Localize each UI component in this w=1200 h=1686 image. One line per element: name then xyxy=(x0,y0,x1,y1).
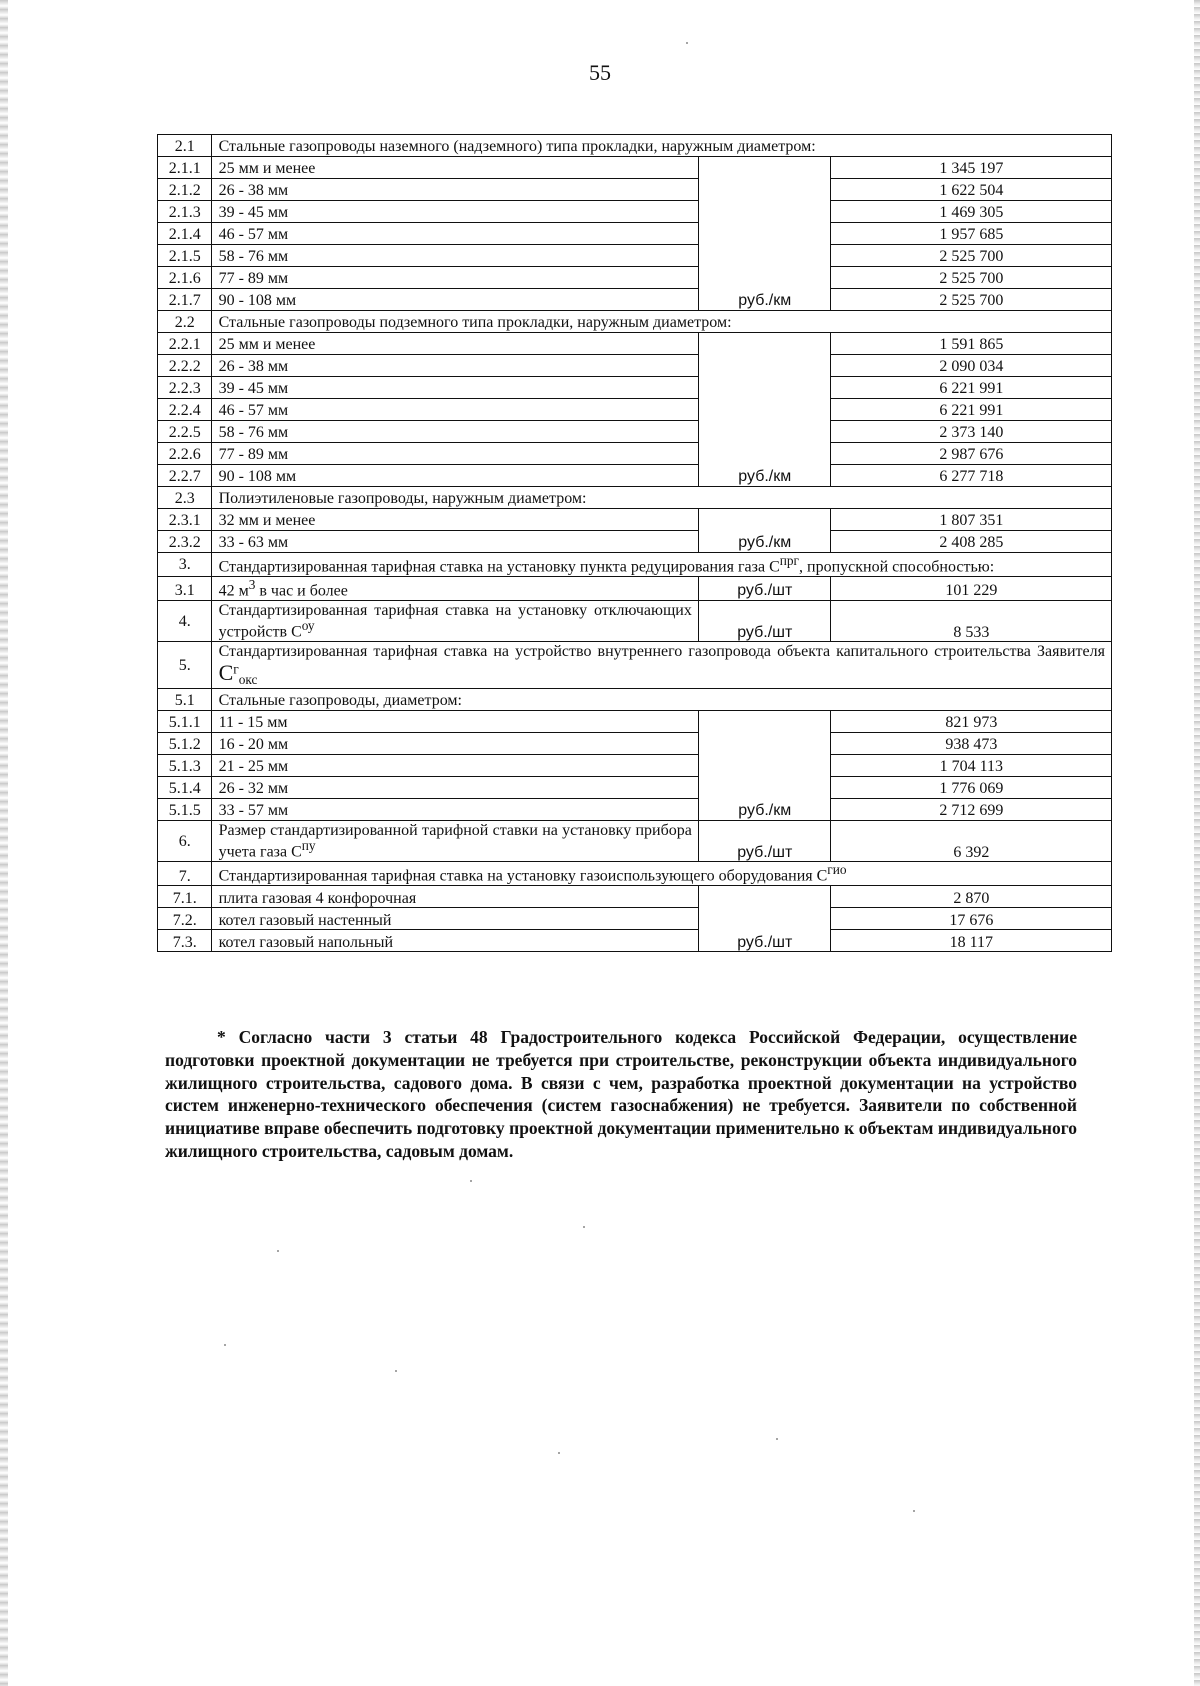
row-number: 3. xyxy=(158,553,212,577)
row-description: 77 - 89 мм xyxy=(211,267,698,289)
unit-cell: руб./шт xyxy=(698,820,830,862)
table-row xyxy=(158,201,1112,223)
row-description: 16 - 20 мм xyxy=(211,732,698,754)
row-number: 2.1.6 xyxy=(158,267,212,289)
row-description: 46 - 57 мм xyxy=(211,399,698,421)
row-number: 2.1.3 xyxy=(158,201,212,223)
table-row xyxy=(158,333,1112,355)
table-row xyxy=(158,179,1112,201)
row-value: 18 117 xyxy=(830,930,1111,952)
table-row xyxy=(158,487,1112,509)
row-description: 26 - 38 мм xyxy=(211,179,698,201)
row-description: 11 - 15 мм xyxy=(211,710,698,732)
row-value: 6 221 991 xyxy=(830,377,1111,399)
row-description: 26 - 32 мм xyxy=(211,776,698,798)
scan-speck xyxy=(913,1510,915,1512)
row-number: 7.2. xyxy=(158,908,212,930)
scan-speck xyxy=(277,1250,279,1252)
row-number: 2.2.7 xyxy=(158,465,212,487)
tariff-superscript: пу xyxy=(301,838,316,854)
row-description: 39 - 45 мм xyxy=(211,377,698,399)
row-description: 25 мм и менее xyxy=(211,333,698,355)
row-value: 2 712 699 xyxy=(830,798,1111,820)
row-number: 5. xyxy=(158,642,212,688)
row-number: 5.1.1 xyxy=(158,710,212,732)
table-row xyxy=(158,642,1112,688)
section-heading xyxy=(211,642,1111,688)
row-number: 6. xyxy=(158,820,212,862)
row-description: котел газовый настенный xyxy=(211,908,698,930)
row-value: 1 704 113 xyxy=(830,754,1111,776)
table-row xyxy=(158,443,1112,465)
row-number: 2.1.4 xyxy=(158,223,212,245)
row-value: 1 622 504 xyxy=(830,179,1111,201)
description-tail: в час и более xyxy=(255,582,348,600)
scan-speck xyxy=(470,1180,472,1182)
row-value: 17 676 xyxy=(830,908,1111,930)
row-description: 58 - 76 мм xyxy=(211,421,698,443)
row-number: 2.1.1 xyxy=(158,157,212,179)
heading-text: Стандартизированная тарифная ставка на устройство внутреннего газопровода объекта капитального строительства Заявителя xyxy=(218,643,1105,661)
row-number: 5.1.2 xyxy=(158,732,212,754)
unit-cell: руб./км xyxy=(698,509,830,553)
description-text: Стандартизированная тарифная ставка на установку отключающих устройств С xyxy=(218,601,692,641)
tariff-table xyxy=(157,134,1112,952)
table-row xyxy=(158,465,1112,487)
row-description: котел газовый напольный xyxy=(211,930,698,952)
scan-speck xyxy=(776,1438,778,1440)
row-description: 77 - 89 мм xyxy=(211,443,698,465)
row-number: 5.1.5 xyxy=(158,798,212,820)
row-value: 6 392 xyxy=(830,820,1111,862)
table-row xyxy=(158,908,1112,930)
row-number: 2.1.5 xyxy=(158,245,212,267)
row-description: плита газовая 4 конфорочная xyxy=(211,886,698,908)
scan-speck xyxy=(583,1226,585,1228)
row-description: 21 - 25 мм xyxy=(211,754,698,776)
tariff-superscript: г xyxy=(233,661,239,677)
unit-cell: руб./км xyxy=(698,710,830,820)
row-value: 8 533 xyxy=(830,600,1111,642)
row-number: 3.1 xyxy=(158,576,212,600)
table-row xyxy=(158,754,1112,776)
row-value: 2 525 700 xyxy=(830,245,1111,267)
description-text: Размер стандартизированной тарифной ставки на установку прибора учета газа С xyxy=(218,821,692,861)
heading-text: Стандартизированная тарифная ставка на установку пункта редуцирования газа С xyxy=(218,558,780,576)
row-number: 2.3 xyxy=(158,487,212,509)
table-row xyxy=(158,576,1112,600)
tariff-subscript: окс xyxy=(238,672,258,688)
row-value: 2 525 700 xyxy=(830,267,1111,289)
tariff-symbol: C xyxy=(218,659,234,685)
row-value: 1 591 865 xyxy=(830,333,1111,355)
table-row xyxy=(158,245,1112,267)
row-number: 2.3.2 xyxy=(158,531,212,553)
section-heading xyxy=(211,862,1111,886)
table-row xyxy=(158,930,1112,952)
row-number: 7.3. xyxy=(158,930,212,952)
row-number: 2.2.4 xyxy=(158,399,212,421)
table-row xyxy=(158,820,1112,862)
row-value: 821 973 xyxy=(830,710,1111,732)
unit-cell: руб./км xyxy=(698,157,830,311)
scan-edge-left xyxy=(0,0,8,1686)
row-value: 1 957 685 xyxy=(830,223,1111,245)
row-description xyxy=(211,600,698,642)
tariff-superscript: прг xyxy=(779,553,799,568)
row-description: 33 - 57 мм xyxy=(211,798,698,820)
row-number: 2.2 xyxy=(158,311,212,333)
row-description: 25 мм и менее xyxy=(211,157,698,179)
row-number: 2.3.1 xyxy=(158,509,212,531)
row-description: 26 - 38 мм xyxy=(211,355,698,377)
row-number: 2.1.2 xyxy=(158,179,212,201)
scan-speck xyxy=(558,1452,560,1454)
row-description xyxy=(211,576,698,600)
section-heading: Полиэтиленовые газопроводы, наружным диаметром: xyxy=(211,487,1111,509)
table-row xyxy=(158,267,1112,289)
row-number: 5.1 xyxy=(158,688,212,710)
row-number: 5.1.3 xyxy=(158,754,212,776)
table-row xyxy=(158,355,1112,377)
table-row xyxy=(158,600,1112,642)
table-row xyxy=(158,399,1112,421)
row-description xyxy=(211,820,698,862)
row-number: 2.2.2 xyxy=(158,355,212,377)
section-heading: Стальные газопроводы, диаметром: xyxy=(211,688,1111,710)
table-row xyxy=(158,157,1112,179)
row-value: 2 373 140 xyxy=(830,421,1111,443)
scan-speck xyxy=(224,1344,226,1346)
row-description: 32 мм и менее xyxy=(211,509,698,531)
row-description: 90 - 108 мм xyxy=(211,465,698,487)
tariff-superscript: оу xyxy=(301,618,315,634)
row-value: 1 776 069 xyxy=(830,776,1111,798)
table-row xyxy=(158,135,1112,157)
table-row xyxy=(158,509,1112,531)
unit-cell: руб./шт xyxy=(698,576,830,600)
section-heading xyxy=(211,553,1111,577)
table-row xyxy=(158,776,1112,798)
table-row xyxy=(158,531,1112,553)
section-heading: Стальные газопроводы наземного (надземного) типа прокладки, наружным диаметром: xyxy=(211,135,1111,157)
unit-cell: руб./шт xyxy=(698,600,830,642)
heading-text: Стандартизированная тарифная ставка на установку газоиспользующего оборудования С xyxy=(218,867,828,885)
row-number: 7.1. xyxy=(158,886,212,908)
footnote: * Согласно части 3 статьи 48 Градостроительного кодекса Российской Федерации, осуществление подготовки проектной документации не требуется при строительстве, реконструкции объекта индивидуального жилищного строительства, садового дома. В связи с чем, разработка проектной документации на устройство систем инженерно-технического обеспечения (систем газоснабжения) не требуется. Заявители по собственной инициативе вправе обеспечить подготовку проектной документации применительно к объектам индивидуального жилищного строительства, садовым домам. xyxy=(165,1027,1077,1161)
table-row xyxy=(158,732,1112,754)
row-value: 6 221 991 xyxy=(830,399,1111,421)
row-value: 2 090 034 xyxy=(830,355,1111,377)
row-description: 58 - 76 мм xyxy=(211,245,698,267)
description-text: 42 м xyxy=(218,582,249,600)
row-number: 2.1 xyxy=(158,135,212,157)
row-number: 4. xyxy=(158,600,212,642)
row-value: 2 987 676 xyxy=(830,443,1111,465)
row-value: 1 345 197 xyxy=(830,157,1111,179)
row-number: 2.2.1 xyxy=(158,333,212,355)
table-row xyxy=(158,710,1112,732)
scan-edge-right xyxy=(1194,0,1200,1686)
row-description: 90 - 108 мм xyxy=(211,289,698,311)
unit-cell: руб./км xyxy=(698,333,830,487)
scan-speck xyxy=(395,1370,397,1372)
row-number: 2.2.5 xyxy=(158,421,212,443)
row-description: 33 - 63 мм xyxy=(211,531,698,553)
row-value: 1 807 351 xyxy=(830,509,1111,531)
row-description: 39 - 45 мм xyxy=(211,201,698,223)
table-row xyxy=(158,377,1112,399)
scan-speck xyxy=(686,42,688,44)
heading-tail: , пропускной способностью: xyxy=(799,558,995,576)
table-row xyxy=(158,688,1112,710)
table-row xyxy=(158,886,1112,908)
table-row xyxy=(158,862,1112,886)
unit-cell: руб./шт xyxy=(698,886,830,952)
row-value: 2 408 285 xyxy=(830,531,1111,553)
row-number: 7. xyxy=(158,862,212,886)
section-heading: Стальные газопроводы подземного типа прокладки, наружным диаметром: xyxy=(211,311,1111,333)
row-number: 2.2.6 xyxy=(158,443,212,465)
row-value: 101 229 xyxy=(830,576,1111,600)
table-row xyxy=(158,421,1112,443)
table-row xyxy=(158,289,1112,311)
table-row xyxy=(158,553,1112,577)
table-row xyxy=(158,223,1112,245)
cubic-superscript: 3 xyxy=(248,576,256,592)
row-value: 6 277 718 xyxy=(830,465,1111,487)
row-value: 1 469 305 xyxy=(830,201,1111,223)
row-description: 46 - 57 мм xyxy=(211,223,698,245)
row-value: 938 473 xyxy=(830,732,1111,754)
row-value: 2 525 700 xyxy=(830,289,1111,311)
row-value: 2 870 xyxy=(830,886,1111,908)
row-number: 2.1.7 xyxy=(158,289,212,311)
table-row xyxy=(158,798,1112,820)
page-number: 55 xyxy=(589,60,611,85)
row-number: 5.1.4 xyxy=(158,776,212,798)
table-row xyxy=(158,311,1112,333)
tariff-superscript: гио xyxy=(827,862,847,878)
row-number: 2.2.3 xyxy=(158,377,212,399)
